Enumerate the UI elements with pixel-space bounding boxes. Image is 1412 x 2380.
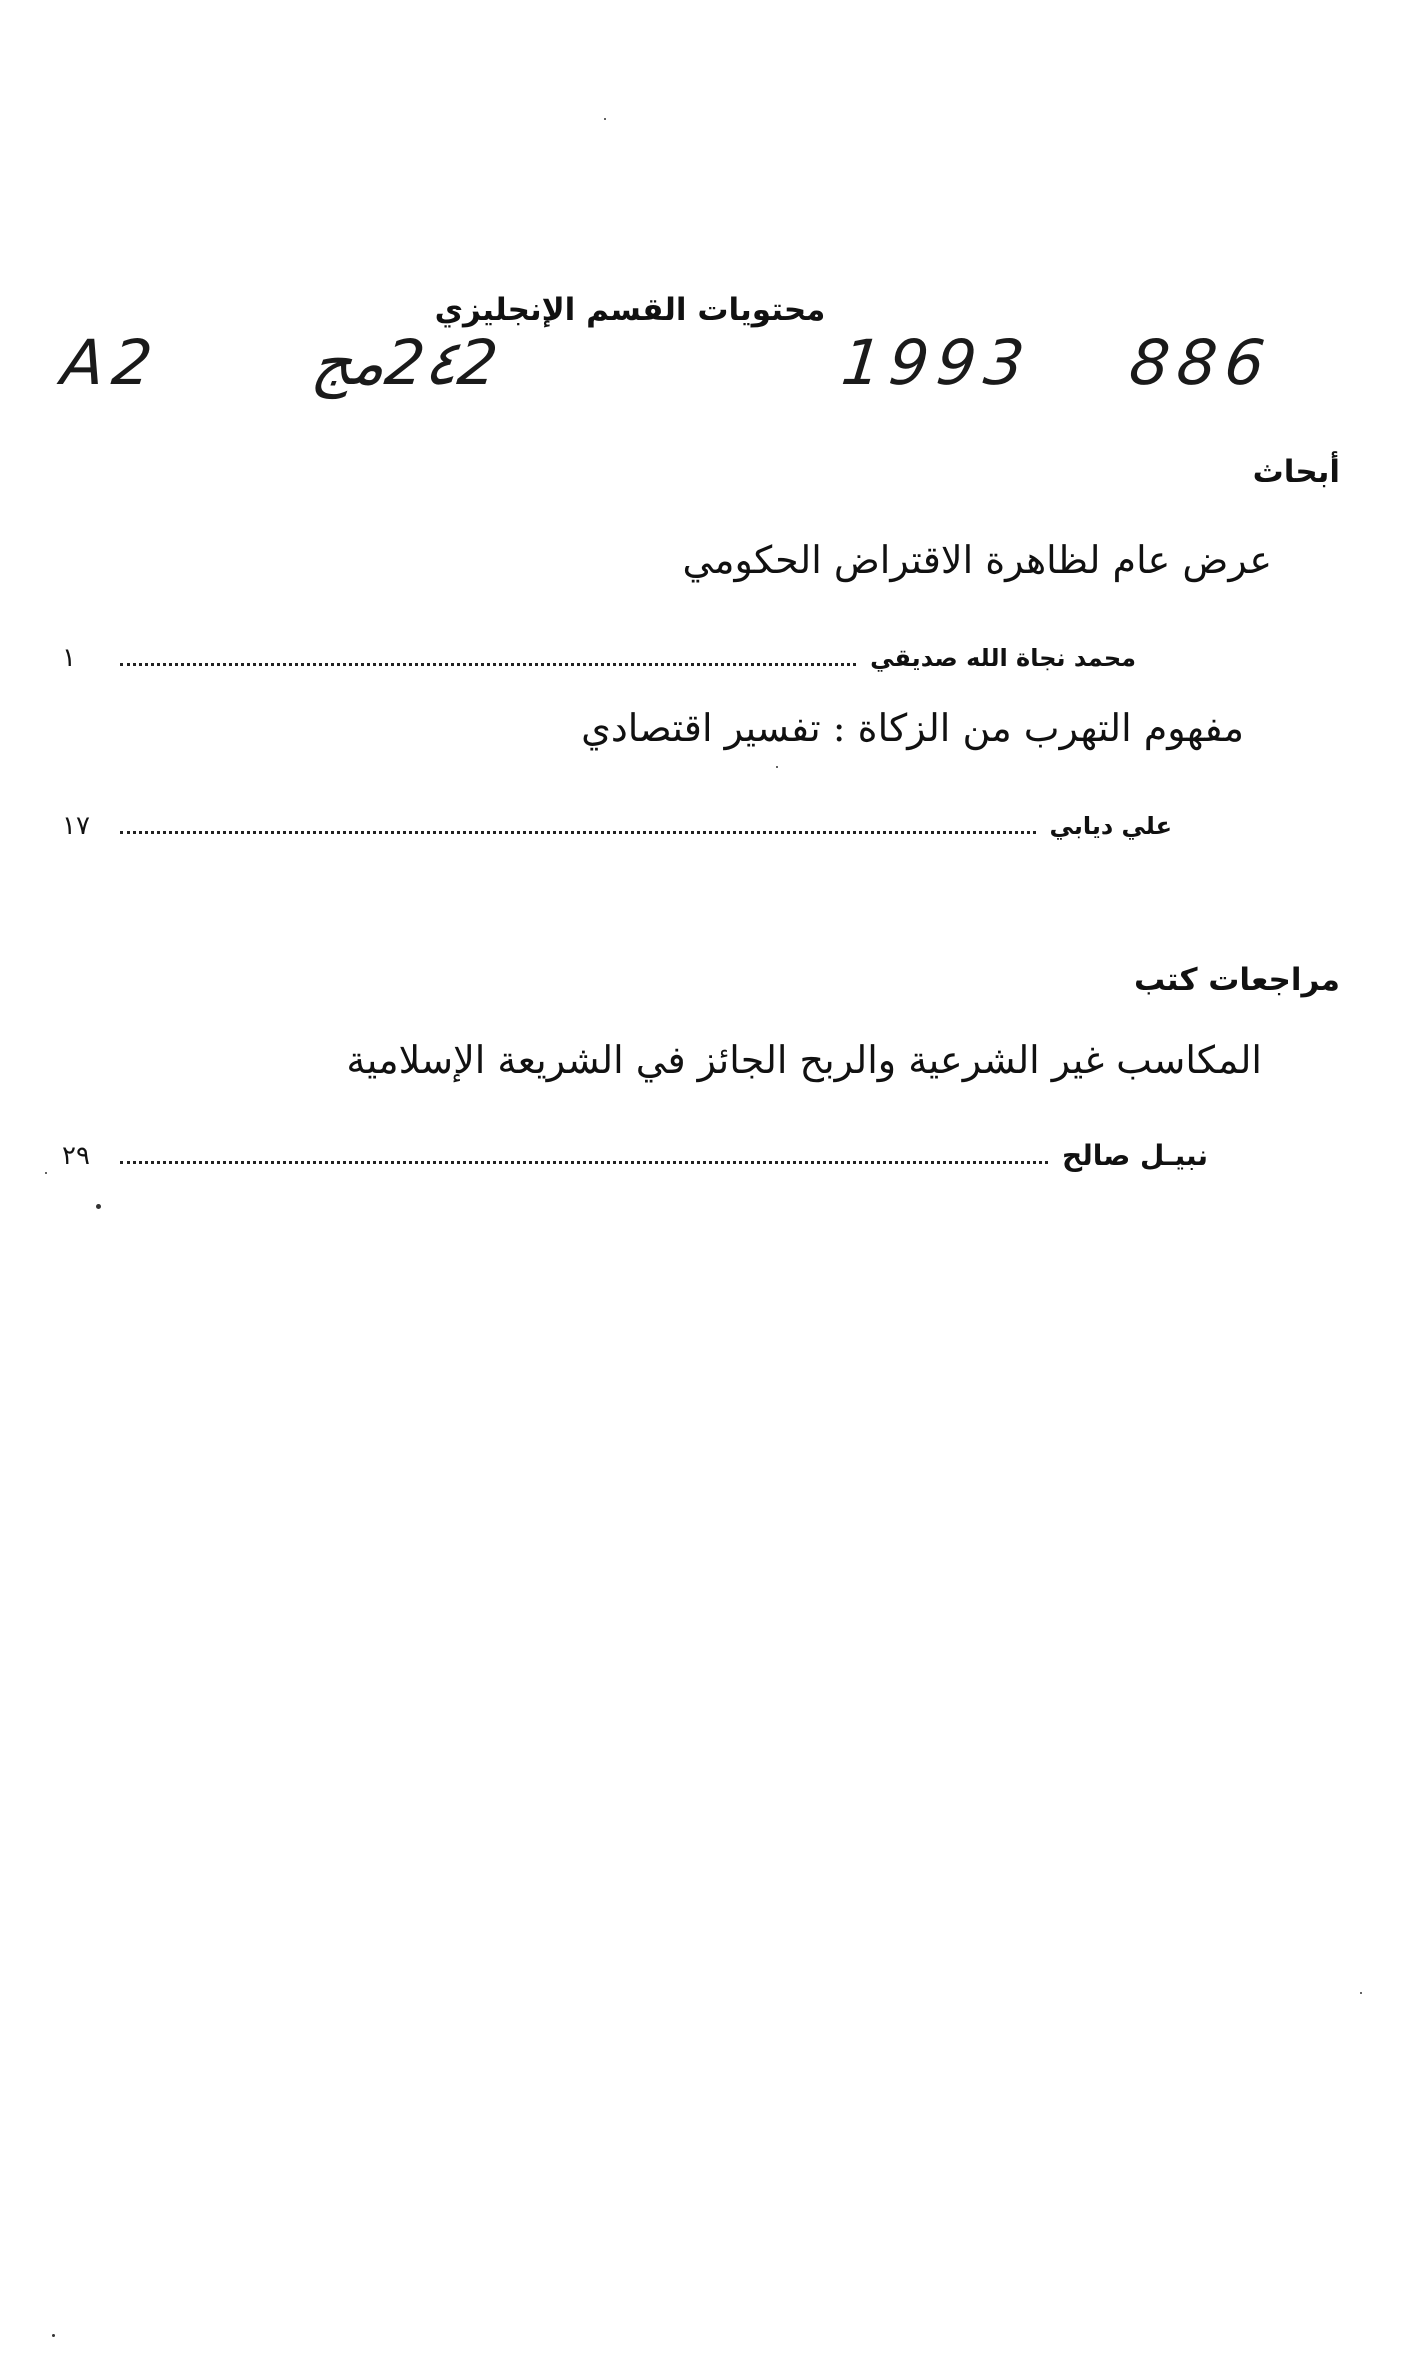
scan-speck <box>1360 1992 1362 1994</box>
scan-speck <box>45 1172 47 1174</box>
scan-speck <box>604 118 606 120</box>
toc-entry-author: محمد نجاة الله صديقي <box>870 644 1136 672</box>
toc-entry-author: علي ديابي <box>1049 812 1172 840</box>
handwritten-note-part: 886 <box>1126 326 1277 399</box>
handwritten-note-part: 1993 <box>838 326 1036 399</box>
handwritten-catalog-note <box>58 326 1277 406</box>
page-title: محتويات القسم الإنجليزي <box>434 292 826 328</box>
toc-entry-title: عرض عام لظاهرة الاقتراض الحكومي <box>682 538 1272 582</box>
section-heading-research: أبحاث <box>1252 454 1340 490</box>
handwritten-note-part: 2٤2مج <box>308 326 502 399</box>
scan-speck <box>96 1204 101 1209</box>
section-heading-book-reviews: مراجعات كتب <box>1133 962 1340 998</box>
toc-entry-title: مفهوم التهرب من الزكاة : تفسير اقتصادي <box>581 706 1244 750</box>
dotted-leader <box>120 663 856 666</box>
toc-entry-page-number: ١ <box>62 643 76 673</box>
toc-entry-line <box>62 794 1172 844</box>
toc-entry-line <box>62 626 1136 676</box>
toc-entry-title: المكاسب غير الشرعية والربح الجائز في الشريعة الإسلامية <box>346 1038 1262 1082</box>
toc-entry-author: نبيـل صالح <box>1062 1139 1208 1172</box>
dotted-leader <box>120 1161 1048 1164</box>
dotted-leader <box>120 831 1036 834</box>
toc-entry-page-number: ٢٩ <box>62 1141 90 1171</box>
handwritten-note-part: A2 <box>58 326 164 399</box>
scan-speck <box>52 2334 55 2337</box>
toc-entry-line <box>62 1124 1208 1174</box>
scan-speck <box>776 766 778 768</box>
toc-entry-page-number: ١٧ <box>62 811 90 841</box>
